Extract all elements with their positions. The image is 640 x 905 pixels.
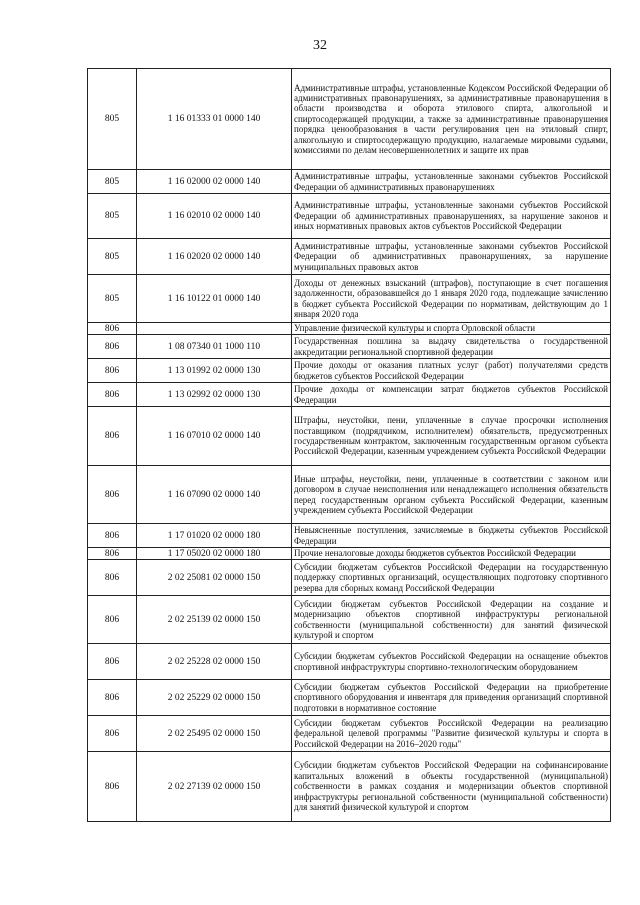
revenue-name-cell: Государственная пошлина за выдачу свидетельства о государственной аккредитации региональной спортивной федерации — [292, 335, 611, 359]
revenue-name-cell: Субсидии бюджетам субъектов Российской Федерации на государственную поддержку спортивных организаций, осуществляющих подготовку спортивного резерва для сборных команд Российской Федерации — [292, 560, 611, 596]
table-row — [88, 560, 611, 596]
admin-code-cell: 806 — [88, 323, 137, 335]
budget-code-cell: 1 13 02992 02 0000 130 — [137, 383, 292, 407]
budget-code-cell: 1 16 02000 02 0000 140 — [137, 170, 292, 194]
table-row — [88, 524, 611, 548]
table-row — [88, 275, 611, 323]
revenue-name-cell: Иные штрафы, неустойки, пени, уплаченные в соответствии с законом или договором в случае неисполнения или ненадлежащего исполнения обязательств перед государственным органом субъекта Российской Федерации, казенным учреждением субъекта Российской Федерации — [292, 466, 611, 524]
budget-code-cell: 2 02 25495 02 0000 150 — [137, 716, 292, 752]
table-row — [88, 548, 611, 560]
admin-code-cell: 805 — [88, 239, 137, 275]
table-row — [88, 644, 611, 680]
revenue-name-cell: Административные штрафы, установленные законами субъектов Российской Федерации об административных правонарушениях — [292, 170, 611, 194]
admin-code-cell: 806 — [88, 524, 137, 548]
revenue-name-cell: Административные штрафы, установленные Кодексом Российской Федерации об административных правонарушениях, за административные правонарушения в области производства и оборота этилового спирта, алкогольной и спиртосодержащей продукции, а также за административные правонарушения порядка ценообразования в части регулирования цен на этиловый спирт, алкогольную и спиртосодержащую продукцию, налагаемые мировыми судьями, комиссиями по делам несовершеннолетних и защите их прав — [292, 69, 611, 170]
table-row — [88, 69, 611, 170]
revenue-name-cell: Штрафы, неустойки, пени, уплаченные в случае просрочки исполнения поставщиком (подрядчиком, исполнителем) обязательств, предусмотренных государственным контрактом, заключенным государственным органом субъекта Российской Федерации, казенным учреждением субъекта Российской Федерации — [292, 407, 611, 466]
budget-code-cell: 1 17 01020 02 0000 180 — [137, 524, 292, 548]
budget-code-cell: 1 13 01992 02 0000 130 — [137, 359, 292, 383]
admin-code-cell: 805 — [88, 69, 137, 170]
table-row — [88, 323, 611, 335]
table-row — [88, 239, 611, 275]
revenue-name-cell: Субсидии бюджетам субъектов Российской Федерации на создание и модернизацию объектов спортивной инфраструктуры региональной собственности (муниципальной собственности) для занятий физической культурой и спортом — [292, 596, 611, 644]
revenue-name-cell: Субсидии бюджетам субъектов Российской Федерации на реализацию федеральной целевой программы "Развитие физической культуры и спорта в Российской Федерации на 2016–2020 годы" — [292, 716, 611, 752]
admin-code-cell: 806 — [88, 383, 137, 407]
table-row — [88, 716, 611, 752]
budget-code-cell: 2 02 25081 02 0000 150 — [137, 560, 292, 596]
admin-code-cell: 805 — [88, 170, 137, 194]
admin-code-cell: 805 — [88, 275, 137, 323]
budget-code-cell: 2 02 25228 02 0000 150 — [137, 644, 292, 680]
admin-code-cell: 806 — [88, 752, 137, 822]
budget-code-cell: 1 17 05020 02 0000 180 — [137, 548, 292, 560]
revenue-name-cell: Прочие доходы от компенсации затрат бюджетов субъектов Российской Федерации — [292, 383, 611, 407]
table-row — [88, 194, 611, 239]
budget-code-cell: 1 16 10122 01 0000 140 — [137, 275, 292, 323]
budget-code-cell: 1 16 02010 02 0000 140 — [137, 194, 292, 239]
budget-code-cell — [137, 323, 292, 335]
table-row — [88, 335, 611, 359]
admin-code-cell: 806 — [88, 644, 137, 680]
admin-code-cell: 806 — [88, 359, 137, 383]
revenue-name-cell: Субсидии бюджетам субъектов Российской Федерации на приобретение спортивного оборудования и инвентаря для приведения организаций спортивной подготовки в нормативное состояние — [292, 680, 611, 716]
revenue-name-cell: Прочие доходы от оказания платных услуг (работ) получателями средств бюджетов субъектов Российской Федерации — [292, 359, 611, 383]
admin-code-cell: 806 — [88, 560, 137, 596]
revenue-name-cell: Невыясненные поступления, зачисляемые в бюджеты субъектов Российской Федерации — [292, 524, 611, 548]
admin-code-cell: 806 — [88, 596, 137, 644]
admin-code-cell: 806 — [88, 716, 137, 752]
table-row — [88, 359, 611, 383]
budget-code-cell: 1 16 07090 02 0000 140 — [137, 466, 292, 524]
revenue-name-cell: Прочие неналоговые доходы бюджетов субъектов Российской Федерации — [292, 548, 611, 560]
budget-code-cell: 2 02 27139 02 0000 150 — [137, 752, 292, 822]
table-row — [88, 680, 611, 716]
revenue-name-cell: Доходы от денежных взысканий (штрафов), поступающие в счет погашения задолженности, образовавшейся до 1 января 2020 года, подлежащие зачислению в бюджет субъекта Российской Федерации по нормативам, действующим до 1 января 2020 года — [292, 275, 611, 323]
admin-code-cell: 806 — [88, 548, 137, 560]
budget-code-cell: 1 08 07340 01 1000 110 — [137, 335, 292, 359]
budget-code-cell: 2 02 25229 02 0000 150 — [137, 680, 292, 716]
revenue-name-cell: Управление физической культуры и спорта Орловской области — [292, 323, 611, 335]
revenue-name-cell: Административные штрафы, установленные законами субъектов Российской Федерации об административных правонарушениях, за нарушение муниципальных правовых актов — [292, 239, 611, 275]
admin-code-cell: 806 — [88, 335, 137, 359]
table-row — [88, 383, 611, 407]
table-row — [88, 170, 611, 194]
admin-code-cell: 806 — [88, 466, 137, 524]
admin-code-cell: 805 — [88, 194, 137, 239]
budget-code-cell: 1 16 01333 01 0000 140 — [137, 69, 292, 170]
revenue-codes-table — [87, 68, 611, 822]
table-row — [88, 752, 611, 822]
budget-code-cell: 1 16 07010 02 0000 140 — [137, 407, 292, 466]
budget-code-cell: 2 02 25139 02 0000 150 — [137, 596, 292, 644]
revenue-name-cell: Административные штрафы, установленные законами субъектов Российской Федерации об административных правонарушениях, за нарушение законов и иных нормативных правовых актов субъектов Российской Федерации — [292, 194, 611, 239]
revenue-name-cell: Субсидии бюджетам субъектов Российской Федерации на оснащение объектов спортивной инфраструктуры спортивно-технологическим оборудованием — [292, 644, 611, 680]
table-row — [88, 596, 611, 644]
page-number: 32 — [313, 38, 327, 53]
admin-code-cell: 806 — [88, 680, 137, 716]
budget-code-cell: 1 16 02020 02 0000 140 — [137, 239, 292, 275]
table-row — [88, 407, 611, 466]
admin-code-cell: 806 — [88, 407, 137, 466]
table-row — [88, 466, 611, 524]
revenue-name-cell: Субсидии бюджетам субъектов Российской Федерации на софинансирование капитальных вложений в объекты государственной (муниципальной) собственности в рамках создания и модернизации объектов спортивной инфраструктуры региональной собственности (муниципальной собственности) для занятий физической культурой и спортом — [292, 752, 611, 822]
